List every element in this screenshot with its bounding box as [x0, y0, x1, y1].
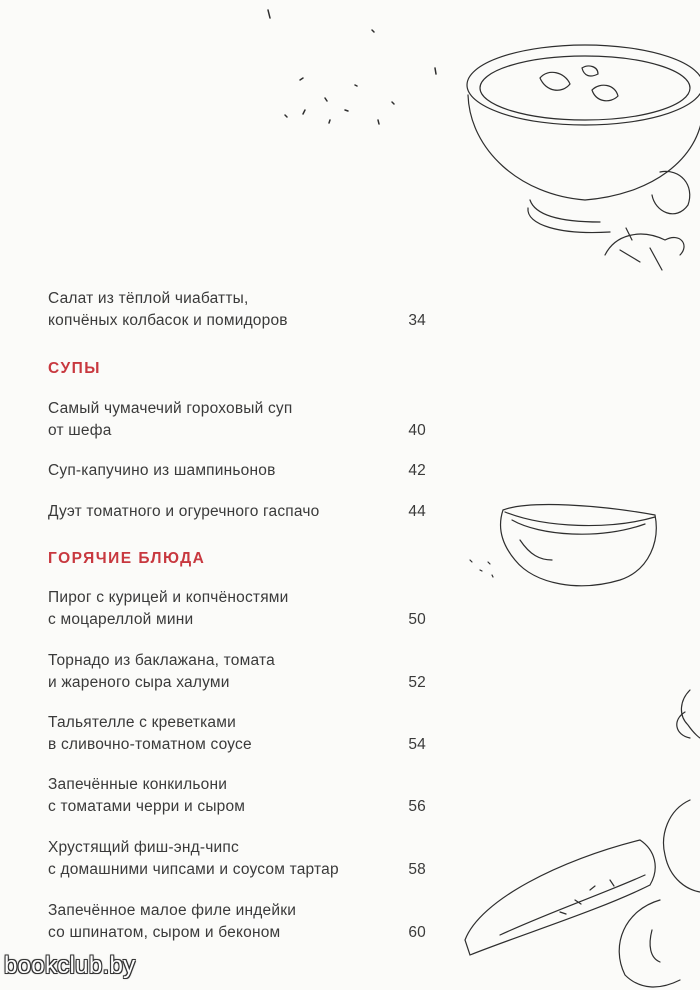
toc-entry-title-line1: Дуэт томатного и огуречного гаспачо: [48, 503, 320, 520]
toc-entry-title-line1: Пирог с курицей и копчёностями: [48, 589, 289, 606]
garnish-sketch: [619, 690, 700, 987]
watermark: bookclub.by: [4, 952, 136, 979]
section-heading-soups: СУПЫ: [48, 360, 101, 377]
toc-entry-title-line1: Тальятелле с креветками: [48, 714, 236, 731]
toc-entry: [48, 587, 428, 631]
toc-entry-page: 42: [408, 462, 426, 479]
toc-entry: [48, 501, 428, 523]
toc-entry-title-line2: от шефа: [48, 422, 112, 439]
toc-entry-title-line1: Торнадо из баклажана, томата: [48, 652, 275, 669]
soup-bowl-sketch: [467, 45, 700, 270]
toc-entry-title-line1: Запечённое малое филе индейки: [48, 902, 297, 919]
toc-entry: [48, 774, 428, 818]
toc-entry-page: 52: [408, 674, 426, 691]
toc-entry-title-line1: Суп-капучино из шампиньонов: [48, 462, 276, 479]
toc-entry-page: 58: [408, 861, 426, 878]
toast-sketch: [465, 840, 655, 955]
toc-entry: [48, 900, 428, 944]
toc-entry-page: 44: [408, 503, 426, 520]
toc-entry: [48, 398, 428, 442]
crumbs-sketch: [268, 10, 436, 124]
cup-sketch: [470, 505, 656, 586]
toc-entry-title-line2: с томатами черри и сыром: [48, 798, 246, 815]
toc-entry-page: 54: [408, 736, 426, 753]
toc-entry-title-line1: Запечённые конкильони: [48, 776, 228, 793]
toc-entry: [48, 288, 428, 332]
toc-entry-title-line1: Самый чумачечий гороховый суп: [48, 400, 293, 417]
toc-entry-page: 50: [408, 611, 426, 628]
toc-entry: [48, 712, 428, 756]
toc-entry-page: 40: [408, 422, 426, 439]
toc-entry: [48, 837, 428, 881]
toc-entry-page: 60: [408, 924, 426, 941]
section-heading-hot-dishes: ГОРЯЧИЕ БЛЮДА: [48, 550, 206, 567]
toc-entry-title-line2: в сливочно-томатном соусе: [48, 736, 252, 753]
toc-entry-title-line2: с домашними чипсами и соусом тартар: [48, 861, 339, 878]
toc-entry-page: 34: [408, 312, 426, 329]
toc-entry-title-line1: Салат из тёплой чиабатты,: [48, 290, 249, 307]
toc-entry-title-line2: со шпинатом, сыром и беконом: [48, 924, 281, 941]
toc-entry: [48, 650, 428, 694]
toc-entry-title-line2: копчёных колбасок и помидоров: [48, 312, 288, 329]
toc-entry-title-line2: и жареного сыра халуми: [48, 674, 230, 691]
toc-entry: [48, 460, 428, 482]
toc-entry-title-line1: Хрустящий фиш-энд-чипс: [48, 839, 239, 856]
toc-entry-title-line2: с моцареллой мини: [48, 611, 194, 628]
toc-entry-page: 56: [408, 798, 426, 815]
